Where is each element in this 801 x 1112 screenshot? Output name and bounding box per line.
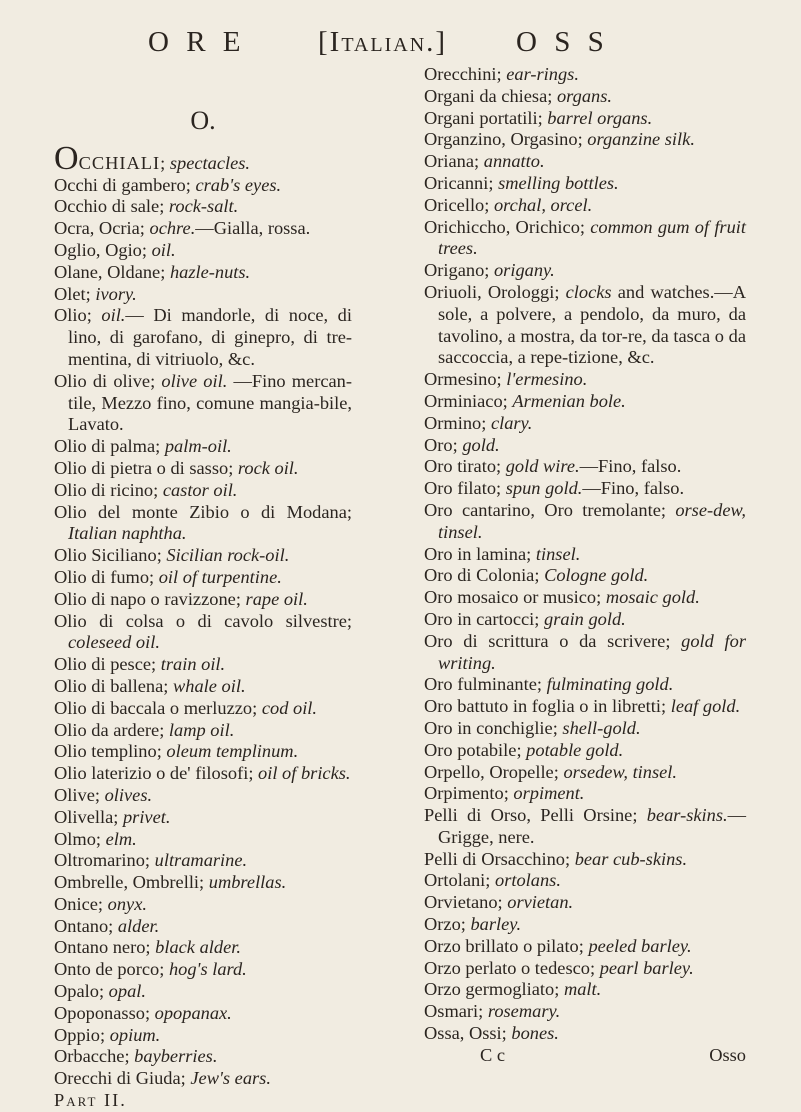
catchword: Osso xyxy=(709,1044,746,1065)
entry-note: —Fino, falso. xyxy=(579,456,682,477)
dictionary-entry: Ontano nero; black alder. xyxy=(54,937,241,958)
dictionary-entry: Olane, Oldane; hazle-nuts. xyxy=(54,261,251,282)
dictionary-entry: Olive; olives. xyxy=(54,784,153,805)
entry-headword: Origano xyxy=(424,260,485,281)
dictionary-entry: Orzo perlato o tedesco; pearl barley. xyxy=(424,957,694,978)
dictionary-entry: Olio laterizio o de' filosofi; oil of bricks. xyxy=(54,763,351,784)
dictionary-entry: Ontano; alder. xyxy=(54,915,160,936)
entry-translation: fulminating gold. xyxy=(546,674,674,695)
entry-translation: hog's lard. xyxy=(168,959,247,980)
first-entry: OCCHIALI; spectacles. xyxy=(54,139,251,177)
dictionary-entry: Orichiccho, Orichico; common gum of fruit trees. xyxy=(424,216,746,259)
dictionary-entry: Oltromarino; ultramarine. xyxy=(54,850,248,871)
entry-translation: orpiment. xyxy=(513,783,585,804)
entry-translation: onyx. xyxy=(107,893,147,914)
entry-translation: rape oil. xyxy=(245,588,308,609)
dictionary-entry: Olio da ardere; lamp oil. xyxy=(54,719,235,740)
entry-translation: Armenian bole. xyxy=(512,390,626,411)
entry-headword: Olio laterizio o de' filosofi xyxy=(54,763,249,784)
entry-translation: gold wire. xyxy=(505,456,580,477)
entry-translation: palm-oil. xyxy=(164,436,232,457)
entry-headword: Olane, Oldane xyxy=(54,261,161,282)
dictionary-entry: Orecchi di Giuda; Jew's ears. xyxy=(54,1068,271,1089)
dictionary-entry: Orecchini; ear-rings. xyxy=(424,64,579,84)
dictionary-entry: Occhi di gambero; crab's eyes. xyxy=(54,174,282,195)
dictionary-entry: Oricello; orchal, orcel. xyxy=(424,194,593,215)
entry-translation: cod oil. xyxy=(261,697,318,718)
dictionary-entry: Orpimento; orpiment. xyxy=(424,783,585,804)
dictionary-entry: Oro fulminante; fulminating gold. xyxy=(424,674,674,695)
entry-headword: Onto de porco xyxy=(54,959,160,980)
dictionary-entry: Opalo; opal. xyxy=(54,981,146,1002)
right-column xyxy=(424,64,746,1067)
entry-translation: gold for writing. xyxy=(438,630,746,673)
entry-translation: ortolans. xyxy=(495,870,561,891)
left-entry-list xyxy=(54,175,352,1090)
entry-headword: Olio Siciliano xyxy=(54,545,157,566)
entry-headword: Oro filato xyxy=(424,478,497,499)
entry-note: —Fino, falso. xyxy=(582,478,685,499)
dictionary-entry: Oro di Colonia; Cologne gold. xyxy=(424,565,649,586)
dictionary-entry: Olio di pietra o di sasso; rock oil. xyxy=(54,457,299,478)
dictionary-entry: Ombrelle, Ombrelli; umbrellas. xyxy=(54,872,287,893)
dictionary-entry: Olio di colsa o di cavolo silvestre; coleseed oil. xyxy=(54,610,352,653)
entry-headword: Ormino xyxy=(424,412,482,433)
entry-translation: bayberries. xyxy=(134,1046,218,1067)
entry-translation: lamp oil. xyxy=(168,719,235,740)
entry-headword: Olio di baccala o merluzzo xyxy=(54,697,253,718)
dictionary-entry: Oglio, Ogio; oil. xyxy=(54,239,176,260)
entry-headword: Oro cantarino, Oro tremolante xyxy=(424,499,661,520)
entry-headword: Orzo brillato o pilato xyxy=(424,935,579,956)
entry-headword: Olio di pesce xyxy=(54,654,152,675)
entry-headword: Osmari xyxy=(424,1001,479,1022)
dictionary-entry: Olio di ballena; whale oil. xyxy=(54,675,246,696)
dictionary-entry: Orvietano; orvietan. xyxy=(424,892,574,913)
entry-translation: tinsel. xyxy=(535,543,581,564)
dictionary-entry: Orminiaco; Armenian bole. xyxy=(424,390,626,411)
section-letter: O. xyxy=(190,106,216,135)
entry-headword: Oriana xyxy=(424,151,475,172)
entry-headword: Oro di Colonia xyxy=(424,565,535,586)
entry-headword: Oro in cartocci xyxy=(424,608,535,629)
entry-translation: crab's eyes. xyxy=(195,174,282,195)
dictionary-entry: Orbacche; bayberries. xyxy=(54,1046,218,1067)
entry-translation: barrel organs. xyxy=(547,107,653,128)
entry-headword: Olio da ardere xyxy=(54,719,160,740)
dictionary-entry: Olio di pesce; train oil. xyxy=(54,654,226,675)
dictionary-entry: Olet; ivory. xyxy=(54,283,137,304)
dictionary-entry: Olio di palma; palm-oil. xyxy=(54,436,232,457)
entry-headword: Oriuoli, Orologgi xyxy=(424,281,555,302)
dictionary-entry: Ormino; clary. xyxy=(424,412,533,433)
entry-headword: Ontano xyxy=(54,915,109,936)
dictionary-entry: Pelli di Orsacchino; bear cub-skins. xyxy=(424,848,688,869)
entry-translation: opium. xyxy=(109,1024,161,1045)
entry-translation: train oil. xyxy=(160,654,226,675)
entry-headword: Organzino, Orgasino xyxy=(424,129,578,150)
entry-headword: Olio xyxy=(54,305,87,326)
entry-note: —Grigge, nere. xyxy=(438,805,746,847)
dictionary-entry: Olio di fumo; oil of turpentine. xyxy=(54,566,282,587)
dictionary-entry: Olivella; privet. xyxy=(54,806,171,827)
entry-translation: umbrellas. xyxy=(208,872,287,893)
entry-translation: olives. xyxy=(104,784,153,805)
dictionary-entry: Olio di napo o ravizzone; rape oil. xyxy=(54,588,308,609)
entry-translation: mosaic gold. xyxy=(605,587,700,608)
entry-note: — Di mandorle, di noce, di lino, di garofano, di ginepro, di tre-mentina, di vitriuolo, &c. xyxy=(68,305,352,369)
entry-headword: Olivella xyxy=(54,806,114,827)
entry-translation: origany. xyxy=(493,260,555,281)
entry-headword: Ortolani xyxy=(424,870,486,891)
entry-translation: bones. xyxy=(511,1023,559,1044)
entry-translation: ivory. xyxy=(95,283,137,304)
entry-headword: Pelli di Orsacchino xyxy=(424,848,565,869)
entry-translation: privet. xyxy=(122,806,171,827)
entry-headword: Olio del monte Zibio o di Modana xyxy=(54,501,347,522)
entry-headword: Oro di scrittura o da scrivere xyxy=(424,630,666,651)
entry-headword: Orzo xyxy=(424,914,461,935)
dictionary-entry: Oro cantarino, Oro tremolante; orse-dew, tinsel. xyxy=(424,499,746,542)
entry-translation: rosemary. xyxy=(487,1001,561,1022)
entry-headword: Organi portatili xyxy=(424,107,538,128)
entry-headword: Oricello xyxy=(424,194,485,215)
entry-translation: whale oil. xyxy=(173,675,246,696)
entry-headword: Pelli di Orso, Pelli Orsine xyxy=(424,805,633,826)
dictionary-entry: Ormesino; l'ermesino. xyxy=(424,369,588,390)
header-right: O S S xyxy=(516,26,609,58)
entry-translation: oil of turpentine. xyxy=(158,566,282,587)
entry-translation: castor oil. xyxy=(162,479,238,500)
entry-note: —Gialla, rossa. xyxy=(195,218,311,239)
entry-headword: Onice xyxy=(54,893,98,914)
dictionary-entry: Organi da chiesa; organs. xyxy=(424,85,612,106)
entry-translation: barley. xyxy=(470,914,522,935)
entry-translation: organzine silk. xyxy=(587,129,695,150)
entry-headword: Oglio, Ogio xyxy=(54,239,142,260)
entry-headword: Oro in lamina xyxy=(424,543,527,564)
dictionary-entry: Oppio; opium. xyxy=(54,1024,161,1045)
dictionary-entry: Onto de porco; hog's lard. xyxy=(54,959,247,980)
entry-translation: oleum templinum. xyxy=(166,741,299,762)
entry-translation: peeled barley. xyxy=(588,935,692,956)
entry-headword: Opalo xyxy=(54,981,99,1002)
dictionary-entry: Olio; oil.— Di mandorle, di noce, di lino, di garofano, di ginepro, di tre-mentina, di vitriuolo, &c. xyxy=(54,305,352,369)
dictionary-entry: Oro; gold. xyxy=(424,434,500,455)
dictionary-entry: Olio di baccala o merluzzo; cod oil. xyxy=(54,697,318,718)
entry-translation: organs. xyxy=(556,85,612,106)
entry-translation: Jew's ears. xyxy=(190,1068,271,1089)
entry-translation: Sicilian rock-oil. xyxy=(166,545,290,566)
entry-headword: Olio di ricino xyxy=(54,479,154,500)
entry-headword: Orminiaco xyxy=(424,390,503,411)
signature-mark: C c xyxy=(480,1044,506,1065)
first-entry-translation: spectacles. xyxy=(169,152,251,173)
dictionary-entry: Ossa, Ossi; bones. xyxy=(424,1023,559,1044)
entry-headword: Oro battuto in foglia o in libretti xyxy=(424,696,661,717)
entry-headword: Olio di napo o ravizzone xyxy=(54,588,236,609)
entry-headword: Olio di fumo xyxy=(54,566,150,587)
entry-translation: oil of bricks. xyxy=(258,763,351,784)
dictionary-entry: Oro tirato; gold wire.—Fino, falso. xyxy=(424,456,682,477)
entry-translation: leaf gold. xyxy=(670,696,741,717)
dictionary-entry: Onice; onyx. xyxy=(54,893,147,914)
dictionary-entry: Opoponasso; opopanax. xyxy=(54,1002,232,1023)
left-column xyxy=(54,64,352,1112)
entry-translation: ear-rings. xyxy=(506,64,579,84)
dictionary-entry: Olmo; elm. xyxy=(54,828,137,849)
entry-translation: opal. xyxy=(108,981,146,1002)
entry-translation: ultramarine. xyxy=(154,850,248,871)
entry-translation: malt. xyxy=(563,979,602,1000)
entry-translation: clary. xyxy=(490,412,533,433)
entry-translation: Italian naphtha. xyxy=(68,523,187,544)
entry-headword: Organi da chiesa xyxy=(424,85,548,106)
entry-translation: common gum of fruit trees. xyxy=(438,216,746,259)
header-center: [Italian.] xyxy=(318,26,448,58)
entry-headword: Olio di colsa o di cavolo silvestre xyxy=(54,610,347,631)
entry-translation: alder. xyxy=(117,915,160,936)
entry-headword: Occhio di sale xyxy=(54,196,160,217)
entry-translation: orsedew, tinsel. xyxy=(563,761,678,782)
dictionary-entry: Olio di ricino; castor oil. xyxy=(54,479,238,500)
entry-headword: Olio di palma xyxy=(54,436,156,457)
dictionary-entry: Oro mosaico or musico; mosaic gold. xyxy=(424,587,700,608)
dictionary-entry: Oriana; annatto. xyxy=(424,151,545,172)
entry-headword: Oro in conchiglie xyxy=(424,717,553,738)
entry-headword: Olio di ballena xyxy=(54,675,164,696)
dictionary-entry: Oro in lamina; tinsel. xyxy=(424,543,581,564)
right-entry-list xyxy=(424,64,746,1045)
entry-translation: pearl barley. xyxy=(599,957,694,978)
dictionary-entry: Olio Siciliano; Sicilian rock-oil. xyxy=(54,545,290,566)
entry-translation: Cologne gold. xyxy=(544,565,649,586)
entry-headword: Olio di olive xyxy=(54,370,151,391)
dictionary-entry: Origano; origany. xyxy=(424,260,555,281)
dictionary-entry: Oro potabile; potable gold. xyxy=(424,739,624,760)
dictionary-entry: Oricanni; smelling bottles. xyxy=(424,172,619,193)
entry-headword: Olive xyxy=(54,784,95,805)
dictionary-entry: Oro filato; spun gold.—Fino, falso. xyxy=(424,478,685,499)
entry-headword: Olet xyxy=(54,283,86,304)
dictionary-entry: Oro in conchiglie; shell-gold. xyxy=(424,717,641,738)
entry-translation: oil. xyxy=(151,239,176,260)
entry-translation: orse-dew, tinsel. xyxy=(438,499,746,542)
entry-headword: Opoponasso xyxy=(54,1002,145,1023)
entry-headword: Ormesino xyxy=(424,369,497,390)
entry-translation: orchal, orcel. xyxy=(493,194,593,215)
entry-headword: Orbacche xyxy=(54,1046,125,1067)
entry-headword: Olio templino xyxy=(54,741,157,762)
entry-translation: elm. xyxy=(105,828,137,849)
entry-translation: grain gold. xyxy=(544,608,626,629)
dictionary-entry: Occhio di sale; rock-salt. xyxy=(54,196,239,217)
entry-note: —Fino mercan-tile, Mezzo fino, comune mangia-bile, Lavato. xyxy=(68,370,352,435)
entry-headword: Oricanni xyxy=(424,172,489,193)
footer-signature-row xyxy=(424,1045,746,1067)
entry-headword: Oro fulminante xyxy=(424,674,537,695)
entry-headword: Orzo germogliato xyxy=(424,979,555,1000)
dictionary-entry: Oriuoli, Orologgi; clocks and watches.—A sole, a polvere, a pendolo, da muro, da tavolino, a mostra, da tor-re, da tasca o da saccoccia, a repe-tizione, &c. xyxy=(424,281,746,368)
entry-headword: Orecchini xyxy=(424,64,497,84)
entry-headword: Orpello, Oropelle xyxy=(424,761,554,782)
dictionary-entry: Olio del monte Zibio o di Modana; Italian naphtha. xyxy=(54,501,352,544)
entry-translation: bear cub-skins. xyxy=(574,848,688,869)
entry-headword: Ombrelle, Ombrelli xyxy=(54,872,200,893)
dictionary-entry: Oro in cartocci; grain gold. xyxy=(424,608,626,629)
dictionary-entry: Pelli di Orso, Pelli Orsine; bear-skins.—Grigge, nere. xyxy=(424,805,746,847)
entry-translation: rock oil. xyxy=(237,457,299,478)
entry-headword: Olio di pietra o di sasso xyxy=(54,457,229,478)
entry-headword: Oro tirato xyxy=(424,456,497,477)
entry-headword: Orzo perlato o tedesco xyxy=(424,957,590,978)
dictionary-entry: Oro di scrittura o da scrivere; gold for writing. xyxy=(424,630,746,673)
dictionary-entry: Olio templino; oleum templinum. xyxy=(54,741,299,762)
entry-headword: Oltromarino xyxy=(54,850,145,871)
entry-translation: spun gold. xyxy=(505,478,583,499)
entry-translation: smelling bottles. xyxy=(498,172,619,193)
entry-translation: coleseed oil. xyxy=(68,632,160,653)
dictionary-entry: Ocra, Ocria; ochre.—Gialla, rossa. xyxy=(54,218,311,239)
entry-headword: Olmo xyxy=(54,828,96,849)
entry-headword: Orecchi di Giuda xyxy=(54,1068,181,1089)
dictionary-entry: Orzo brillato o pilato; peeled barley. xyxy=(424,935,692,956)
entry-note: and watches.—A sole, a polvere, a pendolo, da muro, da tavolino, a mostra, da tor-re, da tasca o da saccoccia, a repe-tizione, &c. xyxy=(438,281,746,368)
entry-headword: Oro mosaico or musico xyxy=(424,587,597,608)
first-entry-word: CCHIALI xyxy=(78,152,161,173)
entry-headword: Ontano nero xyxy=(54,937,146,958)
dictionary-entry: Olio di olive; olive oil. —Fino mercan-tile, Mezzo fino, comune mangia-bile, Lavato. xyxy=(54,370,352,435)
running-header xyxy=(0,14,801,60)
entry-translation: orvietan. xyxy=(507,892,574,913)
entry-headword: Oro potabile xyxy=(424,739,517,760)
entry-headword: Ossa, Ossi xyxy=(424,1023,502,1044)
entry-headword: Occhi di gambero xyxy=(54,174,186,195)
entry-translation: annatto. xyxy=(483,151,545,172)
dictionary-entry: Orzo; barley. xyxy=(424,914,522,935)
entry-translation: l'ermesino. xyxy=(506,369,588,390)
header-left: O R E xyxy=(148,26,246,58)
entry-headword: Ocra, Ocria xyxy=(54,218,140,239)
entry-translation: gold. xyxy=(462,434,500,455)
dictionary-entry: Oro battuto in foglia o in libretti; leaf gold. xyxy=(424,696,741,717)
entry-translation: bear-skins. xyxy=(646,805,728,826)
entry-translation: ochre. xyxy=(149,218,196,239)
entry-translation: black alder. xyxy=(155,937,241,958)
entry-headword: Oppio xyxy=(54,1024,100,1045)
entry-headword: Orichiccho, Orichico xyxy=(424,216,580,237)
entry-headword: Oro xyxy=(424,434,453,455)
dictionary-entry: Ortolani; ortolans. xyxy=(424,870,561,891)
dictionary-entry: Orpello, Oropelle; orsedew, tinsel. xyxy=(424,761,678,782)
dictionary-entry: Organi portatili; barrel organs. xyxy=(424,107,653,128)
drop-cap: O xyxy=(54,139,79,177)
entry-translation: opopanax. xyxy=(154,1002,232,1023)
entry-translation: olive oil. xyxy=(161,370,228,391)
entry-translation: hazle-nuts. xyxy=(169,261,251,282)
dictionary-entry: Organzino, Orgasino; organzine silk. xyxy=(424,129,695,150)
entry-translation: clocks xyxy=(565,281,612,302)
dictionary-entry: Orzo germogliato; malt. xyxy=(424,979,602,1000)
footer-part: Part II. xyxy=(54,1090,127,1111)
entry-translation: potable gold. xyxy=(526,739,624,760)
entry-translation: oil. xyxy=(101,305,126,326)
entry-translation: rock-salt. xyxy=(168,196,239,217)
entry-headword: Orpimento xyxy=(424,783,504,804)
entry-translation: shell-gold. xyxy=(562,717,641,738)
dictionary-entry: Osmari; rosemary. xyxy=(424,1001,561,1022)
entry-headword: Orvietano xyxy=(424,892,498,913)
